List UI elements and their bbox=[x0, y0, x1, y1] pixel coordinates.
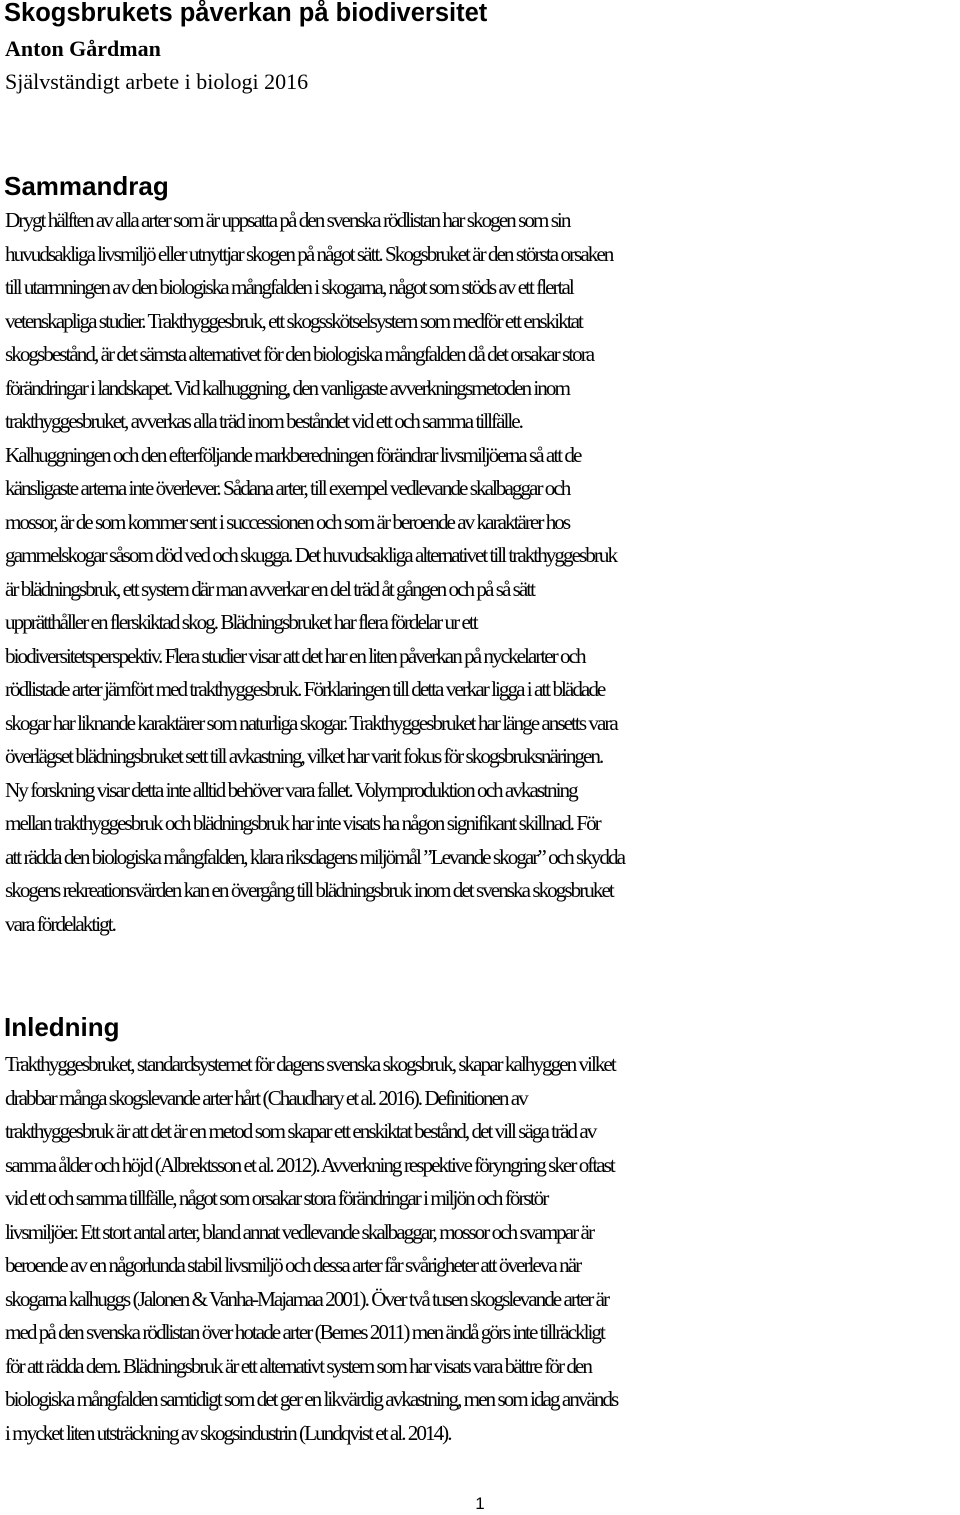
text-line: gammelskogar såsom död ved och skugga. Det huvudsakliga alternativet till trakthyggesbruk bbox=[5, 543, 617, 567]
text-line: trakthyggesbruket, avverkas alla träd inom beståndet vid ett och samma tillfälle. bbox=[5, 409, 522, 433]
text-line: samma ålder och höjd (Albrektsson et al. 2012). Avverkning respektive föryngring sker oftast bbox=[5, 1152, 614, 1177]
text-line: att rädda den biologiska mångfalden, klara riksdagens miljömål ”Levande skogar” och skydda bbox=[5, 844, 624, 869]
text-line: trakthyggesbruk är att det är en metod som skapar ett enskiktat bestånd, det vill säga träd av bbox=[5, 1119, 596, 1143]
text-line: huvudsakliga livsmiljö eller utnyttjar skogen på något sätt. Skogsbruket är den största orsaken bbox=[5, 241, 613, 266]
document-subtitle: Självständigt arbete i biologi 2016 bbox=[5, 69, 309, 94]
section-heading-inledning: Inledning bbox=[4, 1012, 120, 1042]
text-line: upprätthåller en flerskiktad skog. Blädningsbruket har flera fördelar ur ett bbox=[5, 610, 477, 634]
author-name: Anton Gårdman bbox=[5, 36, 161, 61]
page-number: 1 bbox=[475, 1494, 485, 1513]
text-line: biodiversitetsperspektiv. Flera studier visar att det har en liten påverkan på nyckelarter och bbox=[5, 643, 585, 668]
document-title: Skogsbrukets påverkan på biodiversitet bbox=[4, 0, 488, 27]
sammandrag-paragraph bbox=[5, 204, 960, 941]
text-line: rödlistade arter jämfört med trakthyggesbruk. Förklaringen till detta verkar ligga i att blädade bbox=[5, 677, 605, 701]
text-line: överlägset blädningsbruket sett till avkastning, vilket har varit fokus för skogsbruksnäringen. bbox=[5, 744, 603, 768]
text-line: skogar har liknande karaktärer som naturliga skogar. Trakthyggesbruket har länge ansetts vara bbox=[5, 710, 617, 735]
text-line: mellan trakthyggesbruk och blädningsbruk har inte visats ha någon signifikant skillnad. För bbox=[5, 811, 600, 835]
text-line: vara fördelaktigt. bbox=[5, 911, 115, 936]
text-line: biologiska mångfalden samtidigt som det ger en likvärdig avkastning, men som idag används bbox=[5, 1387, 618, 1411]
text-line: känsligaste arterna inte överlever. Sådana arter, till exempel vedlevande skalbaggar och bbox=[5, 476, 570, 500]
text-line: skogsbestånd, är det sämsta alternativet för den biologiska mångfalden då det orsakar stora bbox=[5, 342, 594, 366]
text-line: med på den svenska rödlistan över hotade arter (Bernes 2011) men ändå görs inte tillräckligt bbox=[5, 1320, 604, 1344]
text-line: i mycket liten utsträckning av skogsindustrin (Lundqvist et al. 2014). bbox=[5, 1420, 451, 1445]
text-line: vid ett och samma tillfälle, något som orsakar stora förändringar i miljön och förstör bbox=[5, 1186, 548, 1210]
text-line: skogens rekreationsvärden kan en övergång till blädningsbruk inom det svenska skogsbruket bbox=[5, 878, 613, 902]
text-line: mossor, är de som kommer sent i successionen och som är beroende av karaktärer hos bbox=[5, 509, 570, 534]
inledning-paragraph bbox=[5, 1048, 960, 1450]
text-line: till utarmningen av den biologiska mångfalden i skogarna, något som stöds av ett flertal bbox=[5, 275, 573, 299]
text-line: vetenskapliga studier. Trakthyggesbruk, ett skogsskötselsystem som medför ett enskiktat bbox=[5, 308, 582, 333]
text-line: Kalhuggningen och den efterföljande markberedningen förändrar livsmiljöerna så att de bbox=[5, 442, 581, 467]
text-line: livsmiljöer. Ett stort antal arter, bland annat vedlevande skalbaggar, mossor och svampar är bbox=[5, 1219, 593, 1244]
text-line: är blädningsbruk, ett system där man avverkar en del träd åt gången och på så sätt bbox=[5, 576, 535, 601]
text-line: för att rädda dem. Blädningsbruk är ett alternativt system som har visats vara bättre för den bbox=[5, 1353, 591, 1378]
text-line: Drygt hälften av alla arter som är uppsatta på den svenska rödlistan har skogen som sin bbox=[5, 208, 570, 232]
text-line: drabbar många skogslevande arter hårt (Chaudhary et al. 2016). Definitionen av bbox=[5, 1085, 527, 1110]
text-line: beroende av en någorlunda stabil livsmiljö och dessa arter får svårigheter att överleva när bbox=[5, 1253, 581, 1277]
text-line: Ny forskning visar detta inte alltid behöver vara fallet. Volymproduktion och avkastning bbox=[5, 777, 577, 802]
text-line: förändringar i landskapet. Vid kalhuggning, den vanligaste avverkningsmetoden inom bbox=[5, 375, 569, 400]
section-heading-sammandrag: Sammandrag bbox=[4, 171, 169, 201]
text-line: skogarna kalhuggs (Jalonen & Vanha-Majamaa 2001). Över två tusen skogslevande arter är bbox=[5, 1286, 609, 1311]
text-line: Trakthyggesbruket, standardsystemet för dagens svenska skogsbruk, skapar kalhyggen vilket bbox=[5, 1052, 615, 1076]
